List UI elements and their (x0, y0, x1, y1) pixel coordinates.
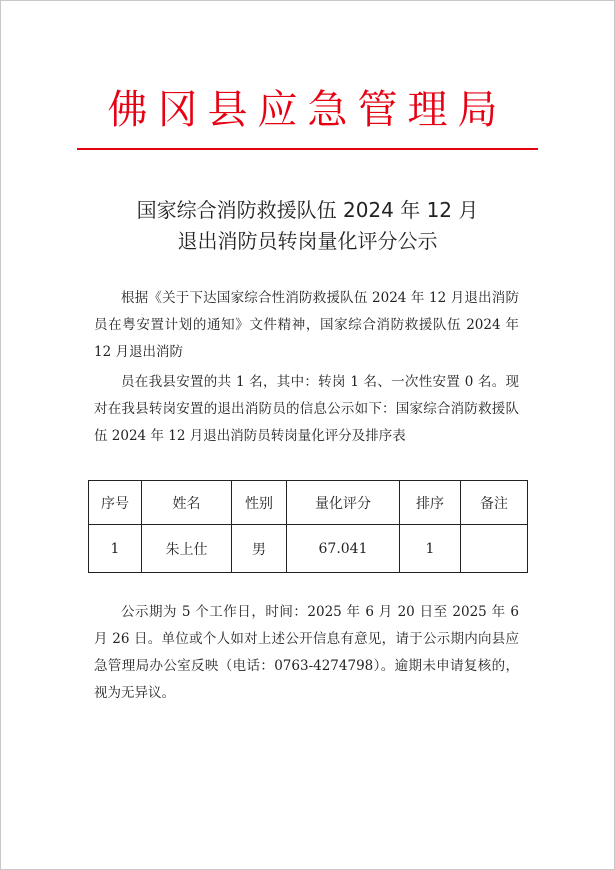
table-cell-score: 67.041 (287, 525, 400, 573)
table-header-cell: 排序 (400, 481, 461, 525)
masthead-red-rule (77, 148, 538, 150)
body-paragraph-2: 员在我县安置的共 1 名，其中：转岗 1 名、一次性安置 0 名。现对在我县转岗安置的退出消防员的信息公示如下：国家综合消防救援队伍 2024 年 12 月退出消防员转岗量化评分及排序表 (94, 374, 519, 444)
document-title-line-1: 国家综合消防救援队伍 2024 年 12 月 (136, 198, 479, 222)
table-row (89, 525, 528, 573)
table-cell-index: 1 (89, 525, 142, 573)
table-header-cell: 备注 (461, 481, 528, 525)
body-paragraph-1: 根据《关于下达国家综合性消防救援队伍 2024 年 12 月退出消防员在粤安置计划的通知》文件精神，国家综合消防救援队伍 2024 年 12 月退出消防 (94, 290, 519, 360)
table-header-cell: 性别 (232, 481, 287, 525)
table-cell-name: 朱上仕 (142, 525, 232, 573)
table-header-row (89, 481, 528, 525)
document-title-line-2: 退出消防员转岗量化评分公示 (177, 229, 438, 253)
table-header-cell: 量化评分 (287, 481, 400, 525)
table-cell-rank: 1 (400, 525, 461, 573)
table-header-cell: 序号 (89, 481, 142, 525)
masthead-organization: 佛冈县应急管理局 (107, 87, 508, 133)
table-header-cell: 姓名 (142, 481, 232, 525)
table-cell-gender: 男 (232, 525, 287, 573)
table-cell-remarks (461, 525, 528, 573)
body-paragraph-3: 公示期为 5 个工作日，时间：2025 年 6 月 20 日至 2025 年 6 月 26 日。单位或个人如对上述公开信息有意见，请于公示期内向县应急管理局办公室反映（电话：0763-4274798）。逾期未申请复核的，视为无异议。 (94, 604, 519, 701)
score-ranking-table (88, 480, 528, 573)
